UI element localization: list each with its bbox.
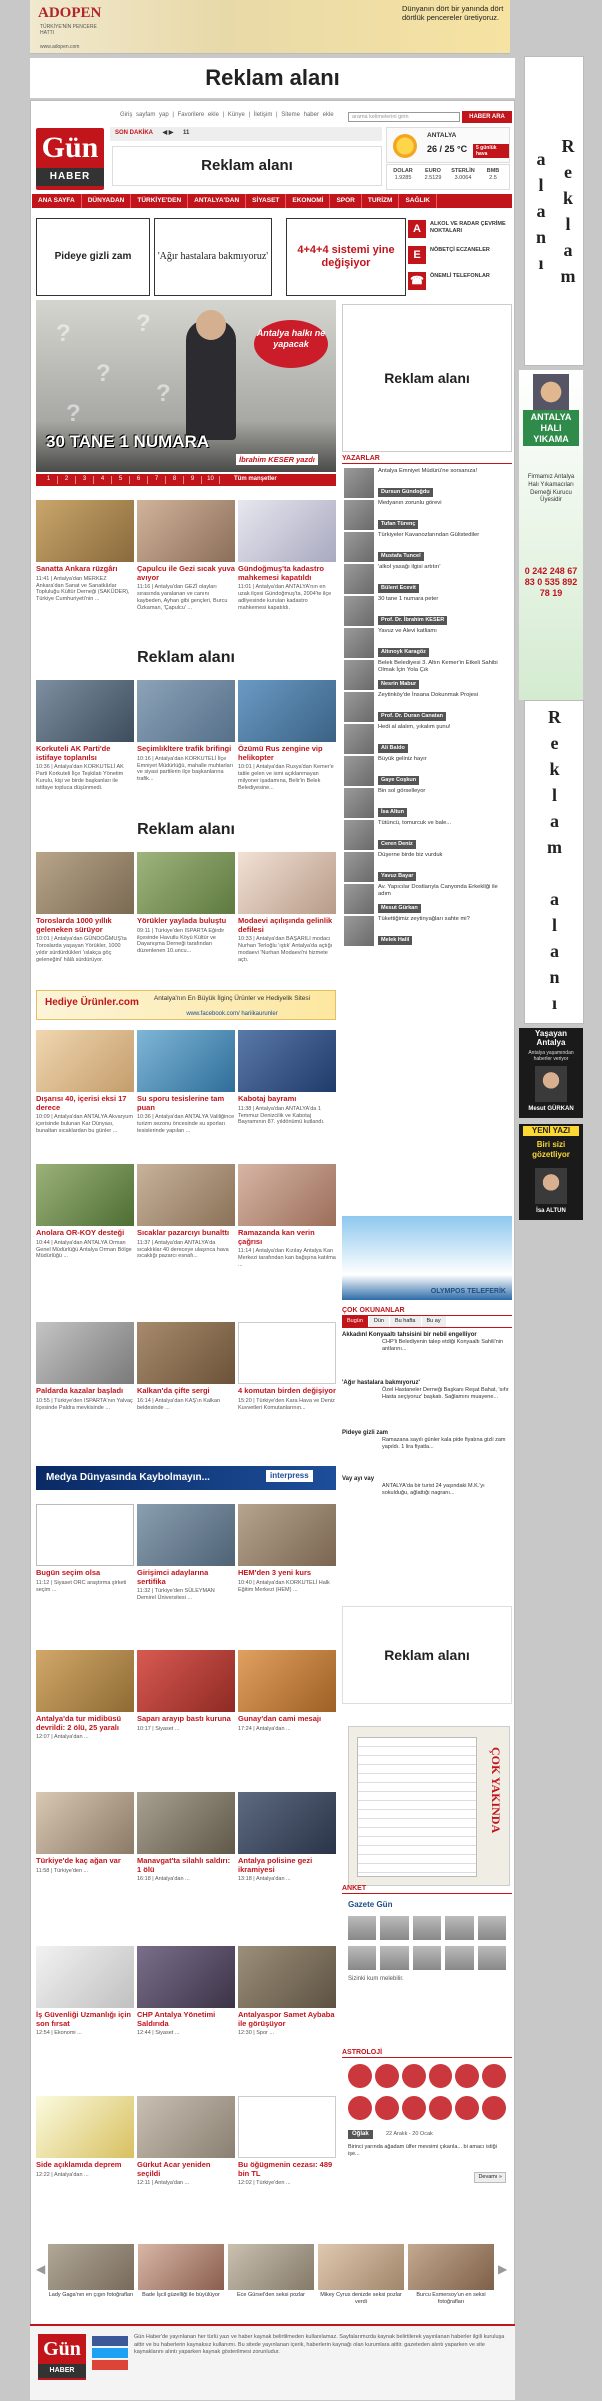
most-read-title: ÇOK OKUNANLAR <box>342 1306 512 1316</box>
most-read-tabs <box>342 1316 512 1328</box>
writer-item[interactable]: Bin sol görselleyor İsa Altun <box>342 786 512 820</box>
news-card[interactable]: HEM'den 3 yeni kurs 10:40 | Antalya'dan KORKUTELİ Halk Eğitim Merkezi (HEM) ... <box>238 1504 336 1593</box>
news-card[interactable]: Paldarda kazalar başladı 10:55 | Türkiye'den ISPARTA'nın Yalvaç ilçesinde Paldra mevkisinde ... <box>36 1322 134 1411</box>
poll-panel <box>342 1884 512 2024</box>
astro-date: 22 Aralık - 20 Ocak <box>386 2131 433 2137</box>
facebook-icon[interactable] <box>92 2336 128 2346</box>
interpress-logo: interpress <box>266 1470 313 1482</box>
yasayan-title: Yaşayan Antalya <box>534 1029 568 1047</box>
vertical-ad-right-2[interactable]: Reklam alanı <box>524 700 584 1024</box>
site-logo[interactable] <box>36 128 104 190</box>
services-panel <box>408 218 512 296</box>
writer-item[interactable]: Düşerne birde biz vurduk Yavuz Bayar <box>342 850 512 884</box>
zodiac-grid[interactable] <box>348 2064 506 2124</box>
news-card[interactable]: Su sporu tesislerine tam puan 10:36 | Antalya'dan ANTALYA Valiliğince turizm sezonu öncesinde su sporları tesislerinde yapılan ... <box>137 1030 235 1135</box>
newspaper-pages <box>357 1737 477 1877</box>
pager-item[interactable]: 7 <box>148 476 166 483</box>
news-card[interactable]: Sıcaklar pazarcıyı bunalttı 11:37 | Antalya'dan ANTALYA'da sıcaklıklar 40 dereceye ulaşınca hava sıcaklığı pazarcı esnafı... <box>137 1164 235 1260</box>
poll-options[interactable] <box>348 1946 506 1970</box>
pager-item[interactable]: 4 <box>94 476 112 483</box>
yeni-yazi-title: YENİ YAZI <box>523 1126 579 1136</box>
top-banner-ad[interactable] <box>30 0 510 54</box>
man-photo <box>533 374 569 410</box>
pager-item[interactable]: 1 <box>40 476 58 483</box>
nav-item[interactable]: SİYASET <box>246 194 286 208</box>
main-nav <box>32 194 512 208</box>
pager-item[interactable]: 8 <box>166 476 184 483</box>
writers-panel <box>342 454 512 954</box>
writers-title: YAZARLAR <box>342 454 512 464</box>
pager-item[interactable]: 9 <box>184 476 202 483</box>
tab-week[interactable]: Bu hafta <box>390 1316 421 1327</box>
news-card[interactable]: Bugün seçim olsa 11:12 | Siyaset ORC araştırma şirketi seçim ... <box>36 1504 134 1593</box>
astro-sign: Oğlak <box>348 2130 373 2139</box>
weather-city: ANTALYA <box>427 132 457 139</box>
writer-item[interactable]: Büyük geliniz hayır Gaye Coşkun <box>342 754 512 788</box>
gallery-item[interactable]: Burcu Esmersoy'un en seksi fotoğrafları <box>408 2244 494 2305</box>
hediye-facebook[interactable]: www.facebook.com/ hariikaurunler <box>186 1011 278 1017</box>
astrology-panel <box>342 2048 512 2188</box>
most-read-item[interactable]: Vay ayı vay ANTALYA'da bir turist 24 yaşındaki M.K.'yı sokulduğu, ağlattığı nagranı... <box>342 1476 485 1496</box>
most-read-item[interactable]: Akkadınl Konyaaltı tahsisini bir nebil engelliyor CHP'li Belediyenin talep etdiği Konyaaltı Sahili'nin antlarını... <box>342 1332 504 1352</box>
adopen-url: www.adopen.com <box>40 44 80 50</box>
news-card[interactable]: Saparı arayıp bastı kuruna 10:17 | Siyaset ... <box>137 1650 235 1733</box>
news-card[interactable]: Modaevi açılışında gelinlik defilesi 10:33 | Antalya'dan BAŞARILI modacı Nurhan Terloğlu 'ıştık' Antalya'da açtığı modaevi 'Nurhan Modaevi'ni hizmete açtı. <box>238 852 336 964</box>
media-text: Medya Dünyasında Kaybolmayın... <box>46 1472 210 1483</box>
most-read-item[interactable]: Pideye gizli zam Ramazana sayılı günler kala pide fiyatına gizli zam yapıldı. 1 lira fiyatla... <box>342 1430 506 1450</box>
most-read-item[interactable]: 'Ağır hastalara bakmıyoruz' Özel Hastaneler Derneği Başkanı Reşat Bahat, 'sıfır Hasta seçiyoruz' başkatı. Sağlamını muayene... <box>342 1380 509 1400</box>
news-card[interactable]: Kalkan'da çifte sergi 16:14 | Antalya'dan KAŞ'ın Kalkan beldesinde ... <box>137 1322 235 1411</box>
weather-temp: 26 / 25 °C <box>427 144 468 154</box>
astro-text: Birinci yarında ağadam ülfer mevsimi çıkarıla... bi amacı istiği işe... <box>348 2144 497 2157</box>
currency-widget: DOLAR 1.9285 EURO 2.5129 STERLİN 3.0064 BMB 2.5 <box>386 164 510 190</box>
hero-slider[interactable]: ? ? ? ? ? Antalya halkı ne yapacak 30 TANE 1 NUMARA İbrahim KESER yazdı <box>36 300 336 472</box>
antalya-hali-text: Firmamız Antalya Halı Yıkamacıları Derneği Kurucu Üyesidir <box>527 474 575 504</box>
antalya-hali-title: ANTALYA HALI YIKAMA <box>523 410 579 446</box>
devam-link[interactable]: Devamı » <box>474 2172 506 2183</box>
nav-item[interactable]: TÜRKİYE'DEN <box>131 194 188 208</box>
sun-icon <box>393 134 417 158</box>
hero-pager <box>36 474 336 486</box>
news-card[interactable]: Sanatta Ankara rüzgârı 11:41 | Antalya'dan MERKEZ Ankara'dan Sanat ve Sanatkârlar Topluluğu Kültür Derneği (SAKÜDER), Türkiye Cumhuriyeti'nin ... <box>36 500 134 603</box>
adopen-tagline: TÜRKİYE'NİN PENCERE HATTI <box>40 24 97 36</box>
search-input[interactable]: arama kelimelerini girin <box>348 112 460 122</box>
weather-widget[interactable] <box>386 127 510 163</box>
writer-item[interactable]: Belek Belediyesi 3. Altın Kemer'in Etkeli Sahibi Olmak İçin Yola Çık Nesrin Mabur <box>342 658 512 692</box>
news-card[interactable]: Girişimci adaylarına sertifika 11:32 | Türkiye'den SÜLEYMAN Demirel Üniversitesi ... <box>137 1504 235 1602</box>
news-card[interactable]: Yörükler yaylada buluştu 09:11 | Türkiye'den ISPARTA Eğirdir ilçesinde Havutlu Köyü Kültür ve Dayanışma Derneği tarafından düzenlenen 10.uncu... <box>137 852 235 955</box>
news-card[interactable]: Gündoğmuş'ta kadastro mahkemesi kapatıldı 11:01 | Antalya'dan ANTALYA'nın en uzak ilçesi Gündoğmuş'ta, 2004'te ilçe adliyesinde kurulan kadastro mahkemesi kapatıldı. <box>238 500 336 612</box>
tab-yesterday[interactable]: Dün <box>369 1316 389 1327</box>
pager-item[interactable]: 5 <box>112 476 130 483</box>
son-dakika-label: SON DAKİKA <box>115 130 153 136</box>
author-photo <box>535 1168 567 1204</box>
olympos-brand: OLYMPOS TELEFERİK <box>430 1287 506 1295</box>
news-card[interactable]: Anolara OR-KOY desteği 10:44 | Antalya'dan ANTALYA Orman Genel Müdürlüğü Antalya Orman Bölge Müdürlüğü ... <box>36 1164 134 1260</box>
news-card[interactable]: Bu öğügmenin cezası: 489 bin TL 12:02 | Türkiye'den ... <box>238 2096 336 2187</box>
news-card[interactable]: CHP Antalya Yönetimi Saldırıda 12:44 | Siyaset ... <box>137 1946 235 2037</box>
writer-item[interactable]: Medyanın zorunlu görevi Tufan Türenç <box>342 498 512 532</box>
adopen-logo: ADOPEN <box>38 5 102 21</box>
author-photo <box>535 1066 567 1102</box>
service-telefon[interactable]: ☎ ÖNEMLİ TELEFONLAR <box>408 270 512 292</box>
yeni-yazi-author: İsa ALTUN <box>536 1208 566 1214</box>
news-card[interactable]: Dışarısı 40, içerisi eksi 17 derece 10:09 | Antalya'dan ANTALYA Akvaryum içerisinde bulunan Kar Dünyası, bunaltan sıcaklardan bu günler ... <box>36 1030 134 1135</box>
writer-item[interactable]: Tükettiğimiz zeytinyağları sahte mi? Melek Halil <box>342 914 512 948</box>
yasayan-sub: Antalya yaşamından haberler veriyor <box>528 1050 574 1062</box>
most-read-panel <box>342 1306 512 1526</box>
play-icon[interactable]: ◀ ▶ <box>162 130 174 136</box>
hero-man-head <box>196 310 226 340</box>
news-card[interactable]: Toroslarda 1000 yıllık geleneken sürüyor 10:01 | Antalya'dan GÜNDOĞMUŞ'ta Toroslarda yaşayan Yörükler, 1000 yıldır sürdürdükleri 'ıslakça göç geleneğini' hâlâ sürdürüyor. <box>36 852 134 964</box>
footer <box>30 2324 515 2400</box>
newspaper-title: ÇOK YAKINDA <box>489 1747 503 1834</box>
adopen-text: Dünyanın dört bir yanında dört dörtlük pencereler üretiyoruz. <box>402 4 504 23</box>
writer-item[interactable]: 30 tane 1 numara peter Prof. Dr. İbrahim KESER <box>342 594 512 628</box>
news-card[interactable]: Gürkut Acar yeniden seçildi 12:11 | Antalya'dan ... <box>137 2096 235 2187</box>
gallery-item[interactable]: Bade İşcil güzelliği ile büyülüyor <box>138 2244 224 2299</box>
gallery-item[interactable]: Ece Gürsel'den seksi pozlar <box>228 2244 314 2299</box>
ad-slot-right-2[interactable]: Reklam alanı <box>342 1606 512 1704</box>
news-card[interactable]: Antalya polisine gezi ikramiyesi 13:18 | Antalya'dan ... <box>238 1792 336 1883</box>
news-card[interactable]: Özümü Rus zengine vip helikopter 10:01 | Antalya'dan Rusya'dan Kemer'e tatile gelen ve ismi açıklanmayan milyoner işadamına, Belir'in Belek Belediyesine... <box>238 680 336 792</box>
nav-item[interactable]: SAĞLIK <box>399 194 437 208</box>
nav-item[interactable]: DÜNYADAN <box>82 194 132 208</box>
gallery-next-icon[interactable]: ▶ <box>498 2262 508 2276</box>
photo-gallery <box>36 2244 510 2314</box>
nav-item[interactable]: TURİZM <box>362 194 400 208</box>
writer-item[interactable]: Türkiyeler Kavanozlarından Gülistediler Mustafa Tuncel <box>342 530 512 564</box>
pager-item[interactable]: 6 <box>130 476 148 483</box>
writer-item[interactable]: Yavuz ve Alevi katliamı Altınoyk Karagöz <box>342 626 512 660</box>
newspaper-promo[interactable] <box>348 1726 510 1886</box>
news-card[interactable]: Seçimlıkltere trafik brifingi 10:16 | Antalya'dan KORKUTELİ İlçe Emniyet Müdürlüğü, mahalle muhtarları ve siyasi partilerin ilçe başkanlarına trafik... <box>137 680 235 783</box>
news-card[interactable]: Türkiye'de kaç ağan var 11:58 | Türkiye'den ... <box>36 1792 134 1875</box>
nav-item[interactable]: ANTALYA'DAN <box>188 194 246 208</box>
writer-item[interactable]: 'alkol yasağı ilgisi artıtırı' Bülent Ecevit <box>342 562 512 596</box>
hediye-logo: Hediye Ürünler.com <box>45 997 139 1008</box>
pager-item[interactable]: 3 <box>76 476 94 483</box>
service-alkol[interactable]: A ALKOL VE RADAR ÇEVRİME NOKTALARI <box>408 218 512 240</box>
poll-question: Sizinki kum melebilir. <box>348 1976 404 1982</box>
nav-item[interactable]: EKONOMİ <box>286 194 330 208</box>
antalya-hali-ad[interactable] <box>519 370 583 700</box>
hediye-urunler-banner[interactable] <box>36 990 336 1020</box>
news-card[interactable]: Side açıklamıda deprem 12:22 | Antalya'dan ... <box>36 2096 134 2179</box>
ad-slot-right[interactable]: Reklam alanı <box>342 304 512 452</box>
ad-slot-mid-1[interactable]: Reklam alanı <box>36 640 336 676</box>
ad-slot-header[interactable]: Reklam alanı <box>112 146 382 186</box>
search-button[interactable]: HABER ARA <box>462 111 512 123</box>
phone-icon: ☎ <box>408 272 426 290</box>
astro-title: ASTROLOJİ <box>342 2048 512 2058</box>
hediye-text: Antalya'nın En Büyük İlginç Ürünler ve Hediyelik Sitesi <box>153 995 311 1002</box>
headline-tile-3[interactable]: 4+4+4 sistemi yine değişiyor <box>286 218 406 296</box>
hero-author: İbrahim KESER yazdı <box>236 454 318 465</box>
hero-bubble: Antalya halkı ne yapacak <box>254 320 328 368</box>
pager-all[interactable]: Tüm manşetler <box>234 476 277 483</box>
son-dakika-count: 11 <box>183 130 190 136</box>
tab-month[interactable]: Bu ay <box>422 1316 446 1327</box>
yasayan-antalya-box[interactable] <box>519 1028 583 1118</box>
pager-item[interactable]: 2 <box>58 476 76 483</box>
footer-logo[interactable]: Gün HABER <box>38 2334 86 2380</box>
news-card[interactable]: Antalyaspor Samet Aybaba ile görüşüyor 12:30 | Spor ... <box>238 1946 336 2037</box>
nav-item[interactable]: SPOR <box>330 194 361 208</box>
writer-item[interactable]: Zeytinköy'de İnsana Dokunmak Projesi Prof. Dr. Duran Canatan <box>342 690 512 724</box>
hero-headline: 30 TANE 1 NUMARA <box>46 432 210 451</box>
yeni-yazi-box[interactable] <box>519 1124 583 1220</box>
alkol-icon: A <box>408 220 426 238</box>
nav-item[interactable]: ANA SAYFA <box>32 194 82 208</box>
news-card[interactable]: Çapulcu ile Gezi sıcak yuva avıyor 11:16 | Antalya'dan GEZİ olayları sırasında yaralanan ve canını kaybeden, Ayhan gibi gençleri, Burcu Özkaman, 'Çapulcu' ... <box>137 500 235 612</box>
pager-item[interactable]: 10 <box>202 476 220 483</box>
yasayan-author: Mesut GÜRKAN <box>528 1106 574 1112</box>
eczane-icon: E <box>408 246 426 264</box>
vertical-ad-right[interactable]: Reklam alanı <box>524 56 584 366</box>
gallery-item[interactable]: Lady Gaga'nın en çıgın fotoğrafları <box>48 2244 134 2299</box>
yeni-yazi-sub: Biri sizi gözetliyor <box>532 1140 570 1159</box>
news-card[interactable]: Antalya'da tur midibüsü devrildi: 2 ölü, 25 yaralı 12:07 | Antalya'dan ... <box>36 1650 134 1741</box>
headline-tile-2[interactable]: 'Ağır hastalara bakmıyoruz' <box>154 218 272 296</box>
top-links[interactable]: Giriş sayfam yap | Favorilere ekle | Künye | İletişim | Siteme haber ekle <box>120 112 334 118</box>
son-dakika-bar[interactable] <box>110 127 382 141</box>
poll-options[interactable] <box>348 1916 506 1940</box>
twitter-icon[interactable] <box>92 2348 128 2358</box>
google-icon[interactable] <box>92 2360 128 2370</box>
writer-item[interactable]: Tütüncü, tomurcuk ve bale... Ceren Deniz <box>342 818 512 852</box>
headline-tile-1[interactable]: Pideye gizli zam <box>36 218 150 296</box>
weather-button[interactable]: 5 günlük hava <box>473 144 509 158</box>
gallery-item[interactable]: Mikey Cyrus denizde seksi pozlar verdi <box>318 2244 404 2305</box>
news-card[interactable]: Gunay'dan cami mesajı 17:24 | Antalya'dan ... <box>238 1650 336 1733</box>
news-card[interactable]: Kabotaj bayramı 11:38 | Antalya'dan ANTALYA'da 1 Temmuz Denizcilik ve Kabotaj Bayramının 87. yıldönümü kutlandı. <box>238 1030 336 1126</box>
footer-text: Gün Haber'de yayınlanan her türlü yazı ve haber kaynak belirtilmeden kullanılamaz. Sayfalarımızda kaynak belirtilerek yayınlanan haberler ilgili kuruluşa aittir ve bu haberlerin kaynaksız kullanımı. Bu sitede yayınlanan içerik, haberlerin kaynağı olan kurumlara aittir. gazeteden alıntı yaparken ve site kaynaklarını alıntı yaparken kaynak gösterilmesi zorunludur. <box>134 2334 505 2356</box>
ad-slot-mid-2[interactable]: Reklam alanı <box>36 812 336 848</box>
olympos-ad[interactable] <box>342 1216 512 1300</box>
tab-today[interactable]: Bugün <box>342 1316 368 1327</box>
writer-item[interactable]: Av. Yapıcılar Dostlarıyla Canyonda Erkekliği ile adım Mesut Gürkan <box>342 882 512 916</box>
antalya-hali-phone: 0 242 248 67 83 0 535 892 78 19 <box>524 566 578 598</box>
social-icons[interactable] <box>92 2336 128 2370</box>
news-card[interactable]: Ramazanda kan verin çağrısı 11:14 | Antalya'dan Kızılay Antalya Kan Merkezi tarafından kan bağışına katılma ... <box>238 1164 336 1269</box>
service-eczane[interactable]: E NÖBETÇİ ECZANELER <box>408 244 512 266</box>
writer-item[interactable]: Antalya Emniyet Müdürü'ne sorsanıza! Dursun Gündoğdu <box>342 466 512 500</box>
logo-haber: HABER <box>36 168 104 186</box>
logo-gun: Gün <box>41 131 99 164</box>
ad-slot-top[interactable]: Reklam alanı <box>30 58 515 98</box>
news-card[interactable]: Manavgat'ta silahlı saldırı: 1 ölü 16:18 | Antalya'dan ... <box>137 1792 235 1883</box>
poll-title: ANKET <box>342 1884 512 1894</box>
news-card[interactable]: 4 komutan birden değişiyor 15:20 | Türkiye'den Kara Hava ve Deniz Kuvvetleri Komutanlarının... <box>238 1322 336 1411</box>
interpress-banner[interactable] <box>36 1466 336 1490</box>
gallery-prev-icon[interactable]: ◀ <box>36 2262 46 2276</box>
poll-brand: Gazete Gün <box>348 1900 393 1909</box>
news-card[interactable]: İş Güvenliği Uzmanlığı için son fırsat 12:54 | Ekonomi ... <box>36 1946 134 2037</box>
news-card[interactable]: Korkuteli AK Parti'de istifaye toplanılsı 10:36 | Antalya'dan KORKUTELİ AK Parti Korkuteli İlçe Teşkilatı Yönetim Kurulu, kişi ve birde başkanları ile istifaye topluca düşünmedi. <box>36 680 134 792</box>
writer-item[interactable]: Hedi al alalım, yıkalım şunu! Ali Baldo <box>342 722 512 756</box>
